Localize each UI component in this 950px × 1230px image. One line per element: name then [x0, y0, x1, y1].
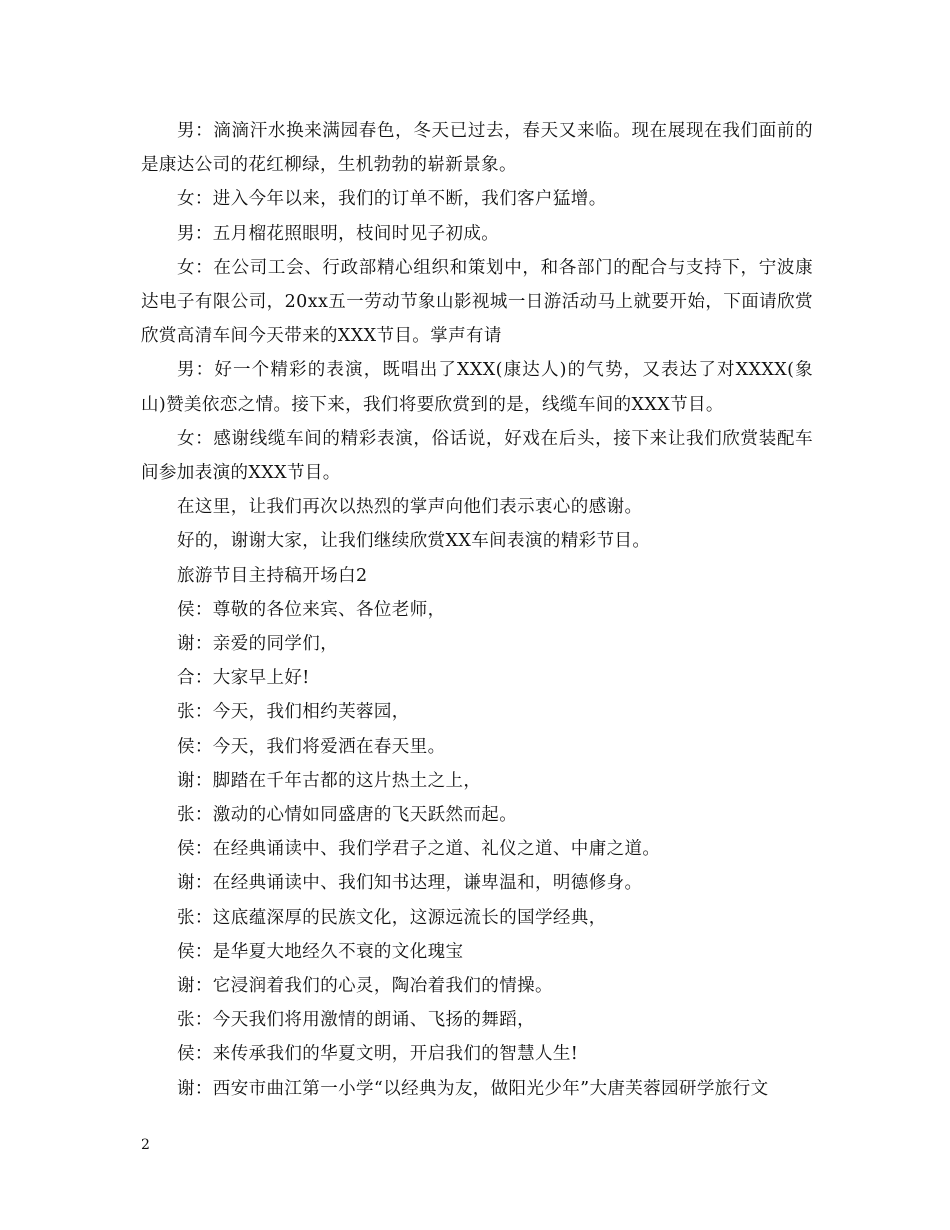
paragraph: 侯：来传承我们的华夏文明，开启我们的智慧人生!: [177, 1044, 579, 1065]
paragraph: 合：大家早上好!: [177, 668, 310, 689]
document-body: [141, 114, 813, 1106]
section-heading: 旅游节目主持稿开场白2: [177, 565, 368, 586]
paragraph: 好的，谢谢大家，让我们继续欣赏XX车间表演的精彩节目。: [177, 531, 651, 552]
paragraph: 在这里，让我们再次以热烈的掌声向他们表示衷心的感谢。: [177, 497, 643, 518]
paragraph: 男：五月榴花照眼明，枝间时见子初成。: [177, 223, 500, 244]
page-number: 2: [141, 1137, 150, 1153]
paragraph: 女：感谢线缆车间的精彩表演，俗话说，好戏在后头，接下来让我们欣赏装配车间参加表演的XXX节目。: [141, 428, 813, 484]
paragraph: 女：在公司工会、行政部精心组织和策划中，和各部门的配合与支持下，宁波康达电子有限公司，20xx五一劳动节象山影视城一日游活动马上就要开始，下面请欣赏欣赏高清车间今天带来的XXX节目。掌声有请: [141, 257, 813, 347]
paragraph: 张：今天我们将用激情的朗诵、飞扬的舞蹈，: [177, 1010, 535, 1031]
paragraph: 谢：它浸润着我们的心灵，陶冶着我们的情操。: [177, 976, 553, 997]
paragraph: 谢：亲爱的同学们，: [177, 634, 339, 655]
paragraph: 侯：尊敬的各位来宾、各位老师，: [177, 599, 446, 620]
paragraph: 侯：在经典诵读中、我们学君子之道、礼仪之道、中庸之道。: [177, 839, 661, 860]
paragraph: 女：进入今年以来，我们的订单不断，我们客户猛增。: [177, 189, 607, 210]
paragraph: 侯：今天，我们将爱洒在春天里。: [177, 736, 446, 757]
paragraph: 张：今天，我们相约芙蓉园，: [177, 702, 410, 723]
paragraph: 男：滴滴汗水换来满园春色，冬天已过去，春天又来临。现在展现在我们面前的是康达公司的花红柳绿，生机勃勃的崭新景象。: [141, 121, 813, 176]
paragraph: 谢：在经典诵读中、我们知书达理，谦卑温和，明德修身。: [177, 873, 643, 894]
paragraph: 张：激动的心情如同盛唐的飞天跃然而起。: [177, 805, 518, 826]
paragraph: 侯：是华夏大地经久不衰的文化瑰宝: [177, 941, 464, 962]
paragraph: 谢：西安市曲江第一小学“以经典为友，做阳光少年”大唐芙蓉园研学旅行文: [177, 1078, 769, 1099]
paragraph: 谢：脚踏在千年古都的这片热土之上，: [177, 770, 482, 791]
paragraph: 男：好一个精彩的表演，既唱出了XXX(康达人)的气势，又表达了对XXXX(象山)赞美依恋之情。接下来，我们将要欣赏到的是，线缆车间的XXX节目。: [141, 360, 813, 415]
paragraph: 张：这底蕴深厚的民族文化，这源远流长的国学经典，: [177, 907, 607, 928]
